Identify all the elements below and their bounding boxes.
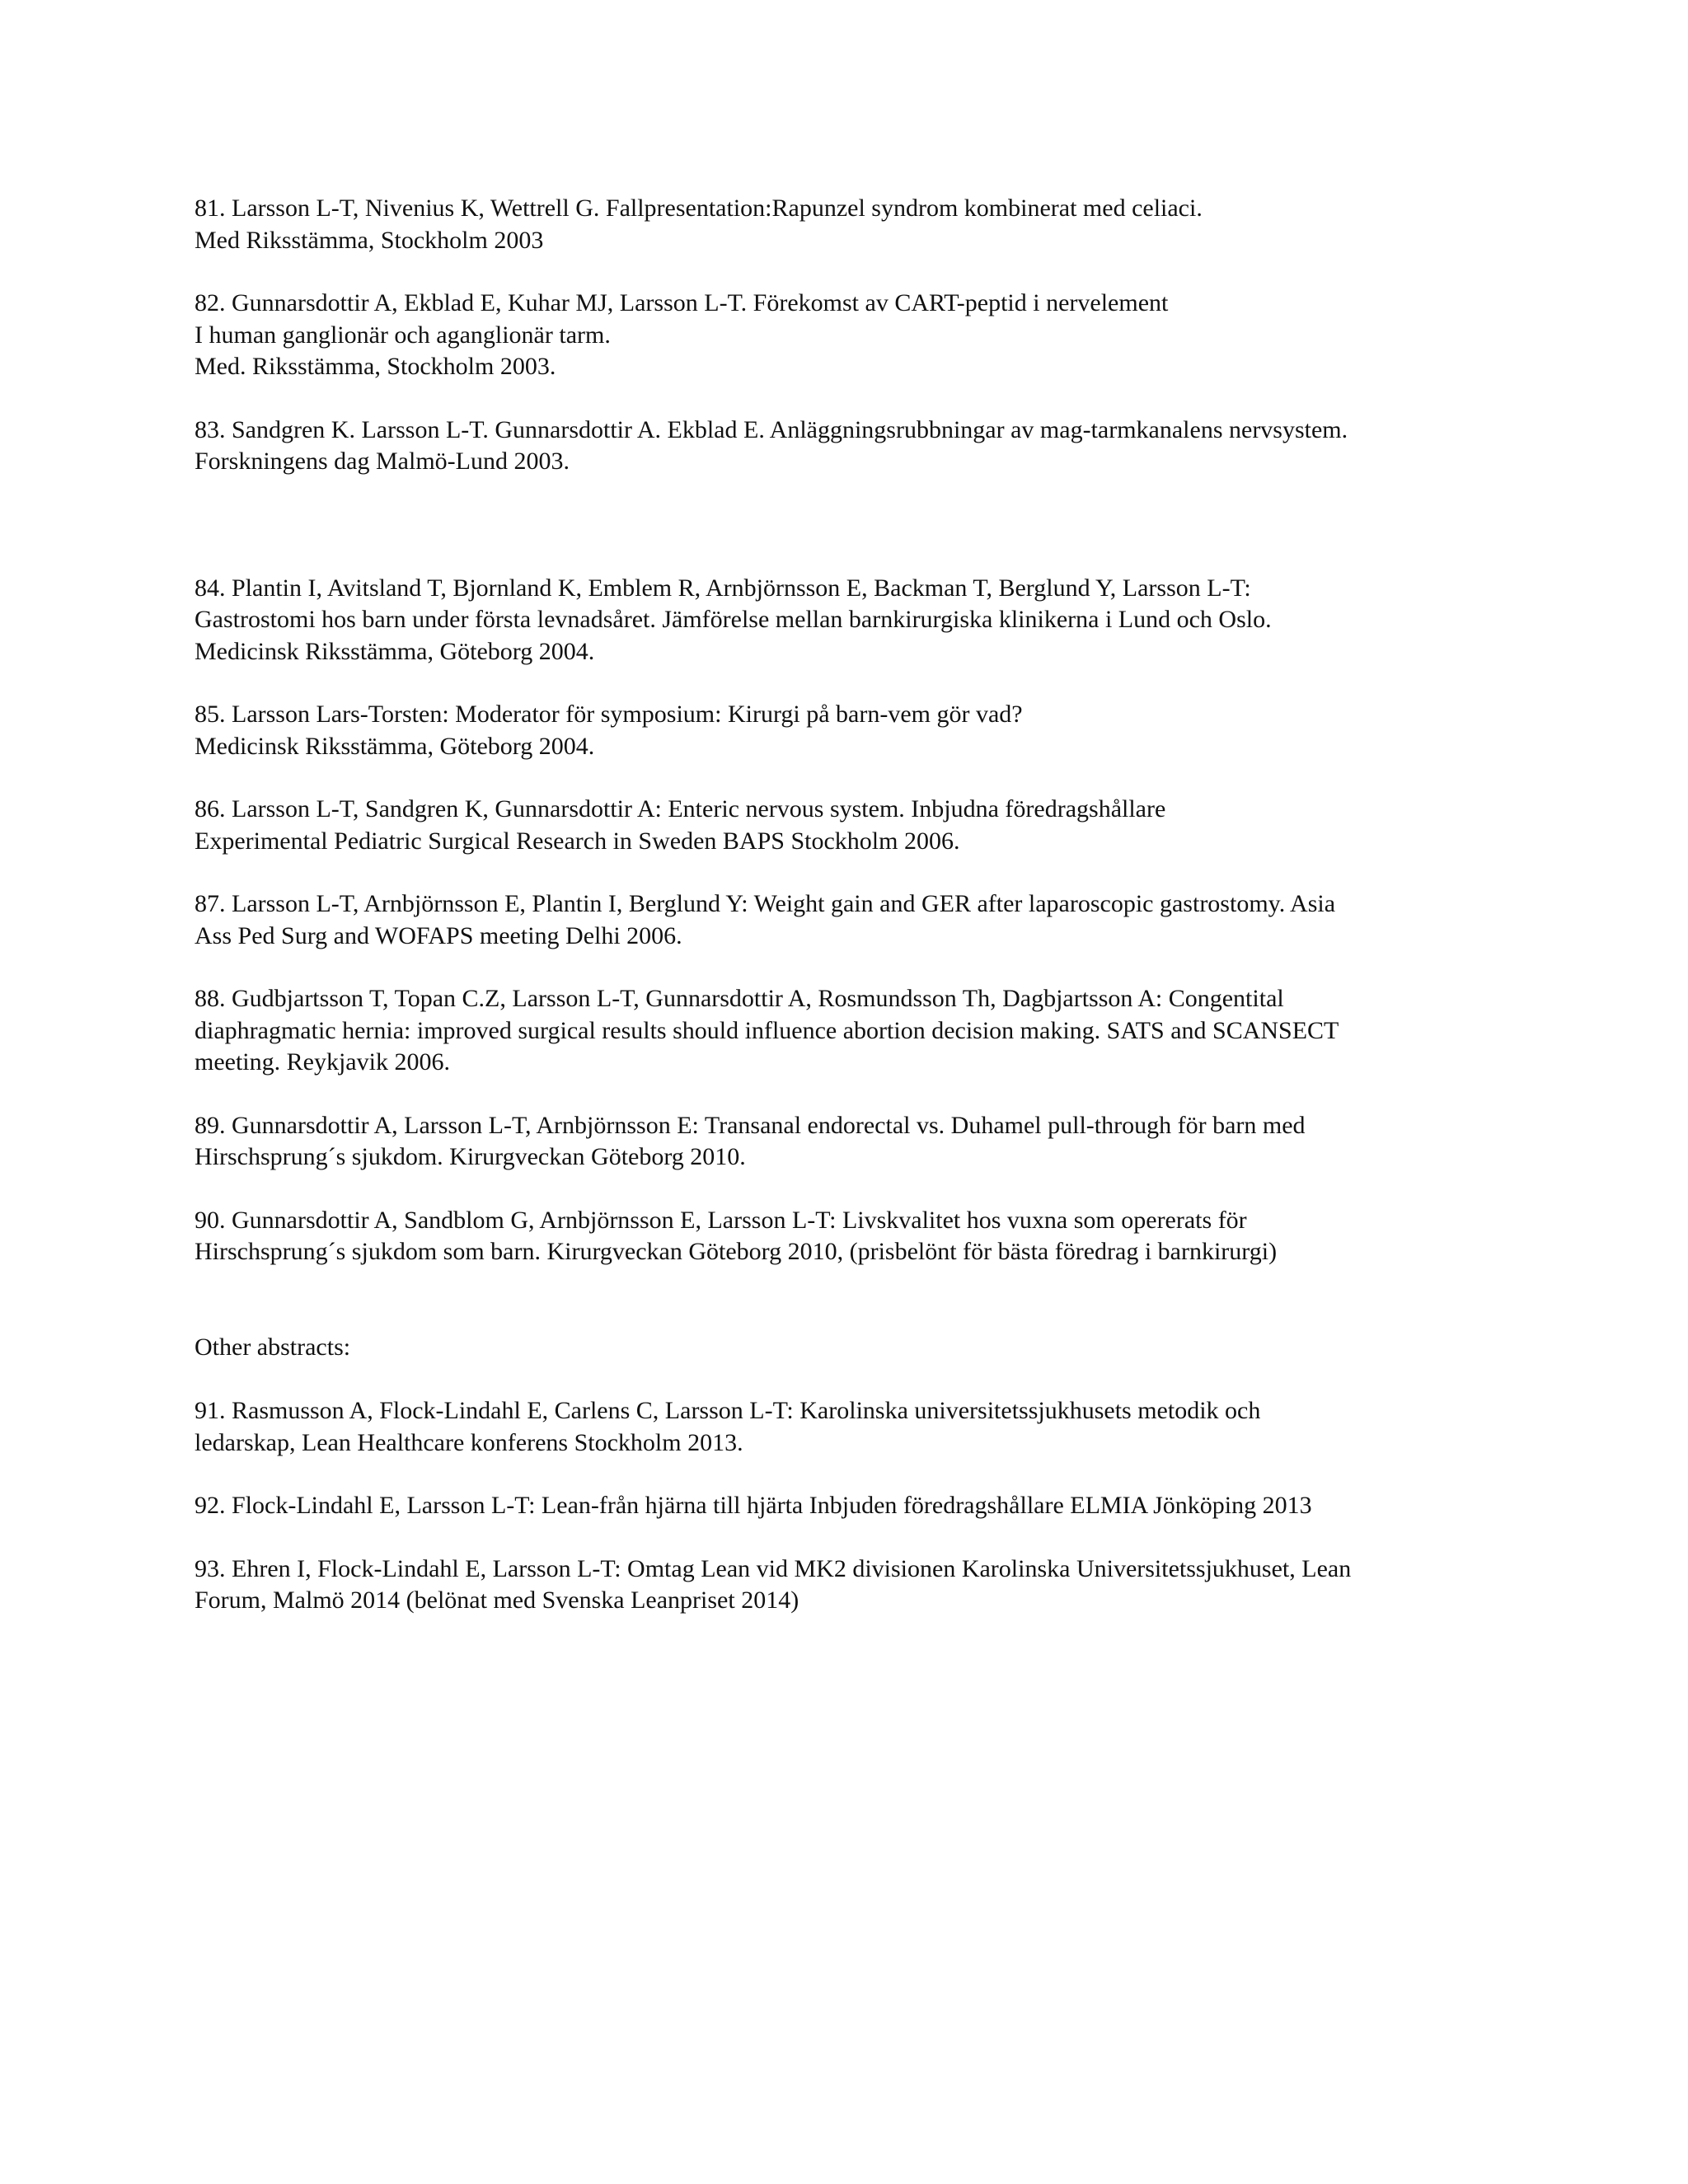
entry-text-line: 91. Rasmusson A, Flock-Lindahl E, Carlens C, Larsson L-T: Karolinska universitetssjukhusets metodik och <box>195 1397 1261 1424</box>
entry-text-line: Ass Ped Surg and WOFAPS meeting Delhi 2006. <box>195 921 682 949</box>
list-item-81 <box>195 193 1563 256</box>
list-item-86 <box>195 794 1563 857</box>
entry-text-line: meeting. Reykjavik 2006. <box>195 1048 450 1076</box>
list-item-90 <box>195 1205 1563 1268</box>
entry-text-line: ledarskap, Lean Healthcare konferens Stockholm 2013. <box>195 1428 743 1456</box>
entry-text-line: Med. Riksstämma, Stockholm 2003. <box>195 353 556 380</box>
entry-text-line: 87. Larsson L-T, Arnbjörnsson E, Plantin I, Berglund Y: Weight gain and GER after laparoscopic gastrostomy. Asia <box>195 890 1336 917</box>
entry-text-line: 92. Flock-Lindahl E, Larsson L-T: Lean-från hjärna till hjärta Inbjuden föredragshållare ELMIA Jönköping 2013 <box>195 1492 1312 1519</box>
entry-text-line: Experimental Pediatric Surgical Research in Sweden BAPS Stockholm 2006. <box>195 827 960 855</box>
entry-text-line: Gastrostomi hos barn under första levnadsåret. Jämförelse mellan barnkirurgiska klinikerna i Lund och Oslo. <box>195 606 1272 633</box>
entry-text-line: 93. Ehren I, Flock-Lindahl E, Larsson L-T: Omtag Lean vid MK2 divisionen Karolinska Universitetssjukhuset, Lean <box>195 1554 1352 1582</box>
entry-text-line: Hirschsprung´s sjukdom som barn. Kirurgveckan Göteborg 2010, (prisbelönt för bästa föredrag i barnkirurgi) <box>195 1238 1278 1265</box>
entry-text-line: diaphragmatic hernia: improved surgical results should influence abortion decision making. SATS and SCANSECT <box>195 1016 1339 1044</box>
entry-text-line: Med Riksstämma, Stockholm 2003 <box>195 226 544 254</box>
entry-text-line: Medicinsk Riksstämma, Göteborg 2004. <box>195 637 595 665</box>
entry-text-line: 84. Plantin I, Avitsland T, Bjornland K, Emblem R, Arnbjörnsson E, Backman T, Berglund Y, Larsson L-T: <box>195 574 1251 602</box>
entry-text-line: 86. Larsson L-T, Sandgren K, Gunnarsdottir A: Enteric nervous system. Inbjudna föredragshållare <box>195 795 1166 823</box>
entry-text-line: Medicinsk Riksstämma, Göteborg 2004. <box>195 732 595 760</box>
entry-text-line: 81. Larsson L-T, Nivenius K, Wettrell G. Fallpresentation:Rapunzel syndrom kombinerat med celiaci. <box>195 194 1203 222</box>
list-item-87 <box>195 888 1563 952</box>
entry-text-line: Hirschsprung´s sjukdom. Kirurgveckan Göteborg 2010. <box>195 1143 746 1170</box>
entry-text-line: I human ganglionär och aganglionär tarm. <box>195 321 611 349</box>
list-item-83 <box>195 415 1563 478</box>
entry-text-line: Forskningens dag Malmö-Lund 2003. <box>195 448 570 475</box>
entry-text-line: 90. Gunnarsdottir A, Sandblom G, Arnbjörnsson E, Larsson L-T: Livskvalitet hos vuxna som opererats för <box>195 1206 1247 1234</box>
list-item-93 <box>195 1554 1563 1617</box>
section-heading-other-abstracts: Other abstracts: <box>195 1333 351 1361</box>
list-item-92 <box>195 1490 1563 1522</box>
list-item-91 <box>195 1395 1563 1459</box>
entry-text-line: 82. Gunnarsdottir A, Ekblad E, Kuhar MJ, Larsson L-T. Förekomst av CART-peptid i nervelement <box>195 289 1169 316</box>
abstract-list <box>195 193 1563 1648</box>
entry-text-line: Forum, Malmö 2014 (belönat med Svenska Leanpriset 2014) <box>195 1586 799 1614</box>
entry-text-line: 83. Sandgren K. Larsson L-T. Gunnarsdottir A. Ekblad E. Anläggningsrubbningar av mag-tarmkanalens nervsystem. <box>195 415 1348 443</box>
list-item-82 <box>195 288 1563 383</box>
list-item-89 <box>195 1110 1563 1174</box>
list-item-85 <box>195 699 1563 762</box>
entry-text-line: 88. Gudbjartsson T, Topan C.Z, Larsson L-T, Gunnarsdottir A, Rosmundsson Th, Dagbjartsson A: Congentital <box>195 985 1284 1012</box>
list-item-88 <box>195 983 1563 1079</box>
entry-text-line: 89. Gunnarsdottir A, Larsson L-T, Arnbjörnsson E: Transanal endorectal vs. Duhamel pull-through för barn med <box>195 1111 1306 1139</box>
entry-text-line: 85. Larsson Lars-Torsten: Moderator för symposium: Kirurgi på barn-vem gör vad? <box>195 701 1023 728</box>
list-item-84 <box>195 573 1563 668</box>
